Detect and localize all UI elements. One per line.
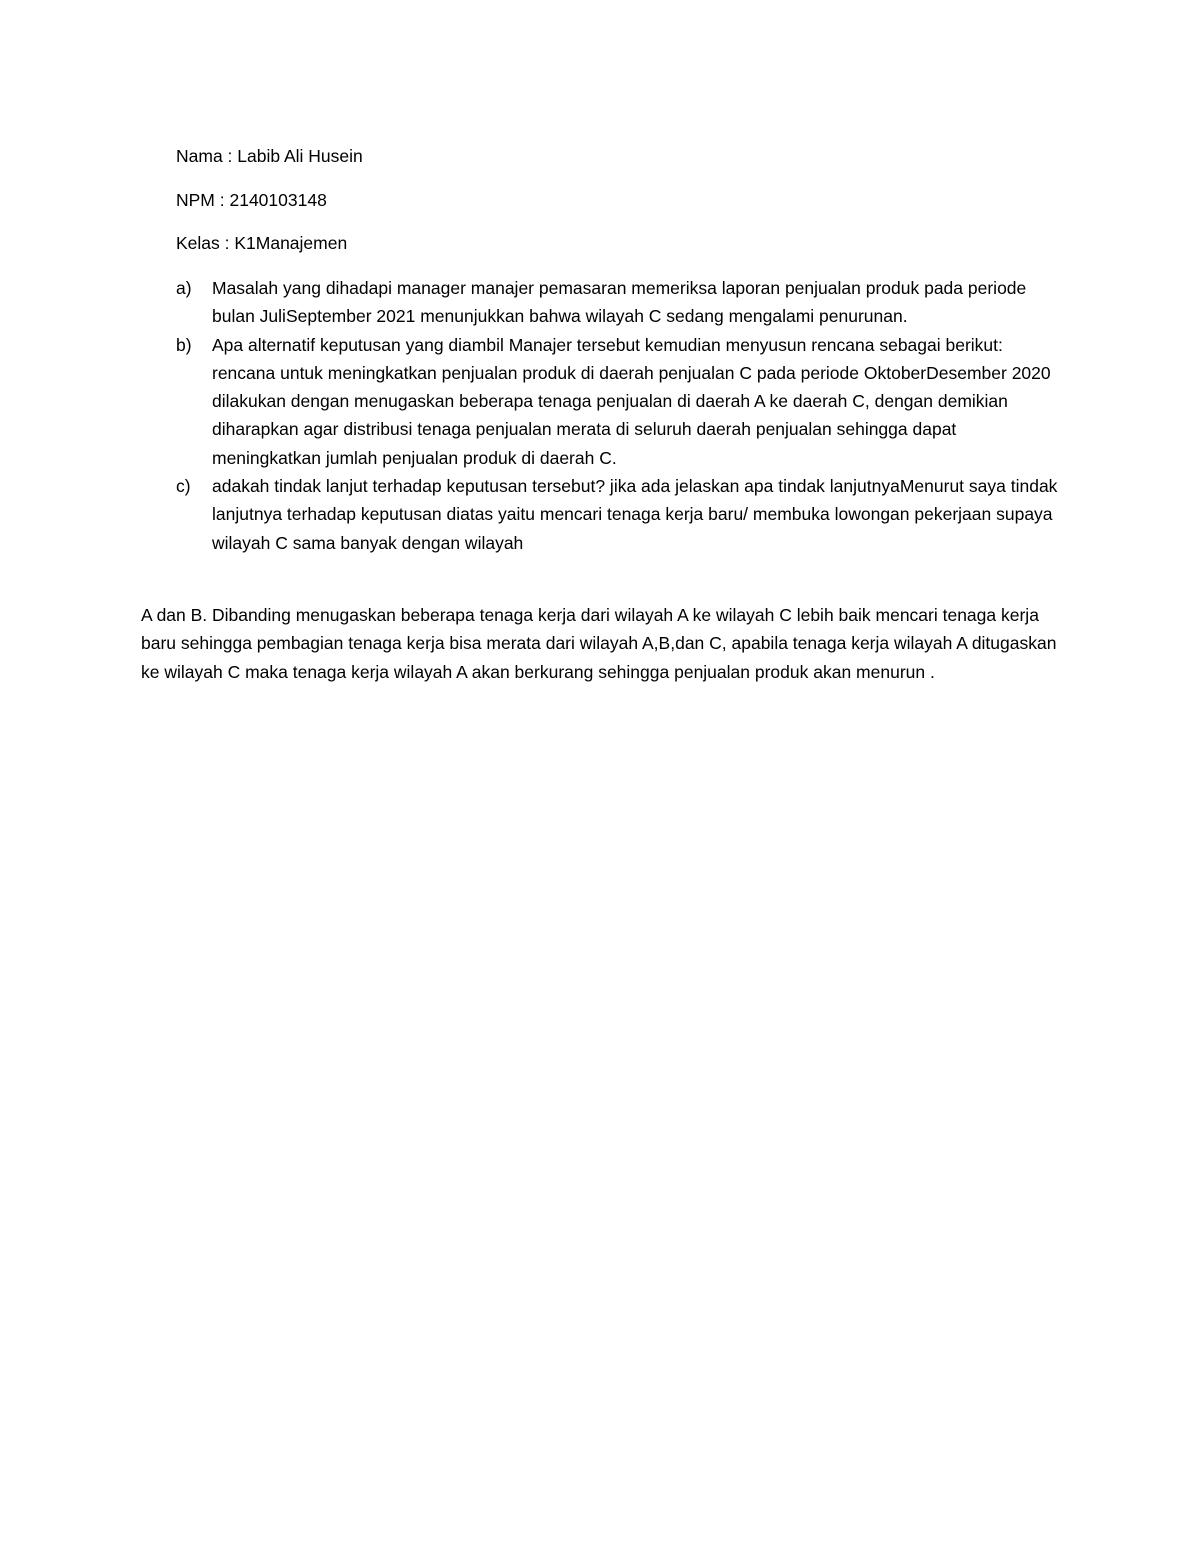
- answer-list: [176, 274, 1076, 557]
- answer-marker-b: b): [176, 334, 192, 355]
- answer-item-c: [176, 472, 1076, 557]
- answer-item-a: [176, 274, 1076, 331]
- answer-item-b: [176, 331, 1076, 472]
- student-npm-line: NPM : 2140103148: [176, 190, 327, 210]
- answer-text-b: Apa alternatif keputusan yang diambil Manajer tersebut kemudian menyusun rencana sebagai berikut: rencana untuk meningkatkan penjualan produk di daerah penjualan C pada periode OktoberDesember 2020 dilakukan dengan menugaskan beberapa tenaga penjualan di daerah A ke daerah C, dengan demikian diharapkan agar distribusi tenaga penjualan merata di seluruh daerah penjualan sehingga dapat meningkatkan jumlah penjualan produk di daerah C.: [212, 334, 1051, 468]
- student-class-line: Kelas : K1Manajemen: [176, 233, 348, 253]
- answer-text-a: Masalah yang dihadapi manager manajer pemasaran memeriksa laporan penjualan produk pada periode bulan JuliSeptember 2021 menunjukkan bahwa wilayah C sedang mengalami penurunan.: [212, 278, 1027, 327]
- continuation-paragraph: A dan B. Dibanding menugaskan beberapa tenaga kerja dari wilayah A ke wilayah C lebih baik mencari tenaga kerja baru sehingga pembagian tenaga kerja bisa merata dari wilayah A,B,dan C, apabila tenaga kerja wilayah A ditugaskan ke wilayah C maka tenaga kerja wilayah A akan berkurang sehingga penjualan produk akan menurun .: [141, 605, 1057, 682]
- answer-marker-a: a): [176, 278, 192, 298]
- answer-text-c: adakah tindak lanjut terhadap keputusan tersebut? jika ada jelaskan apa tindak lanjutnyaMenurut saya tindak lanjutnya terhadap keputusan diatas yaitu mencari tenaga kerja baru/ membuka lowongan pekerjaan supaya wilayah C sama banyak dengan wilayah: [212, 476, 1058, 553]
- student-name-line: Nama : Labib Ali Husein: [176, 146, 363, 166]
- answer-marker-c: c): [176, 476, 191, 497]
